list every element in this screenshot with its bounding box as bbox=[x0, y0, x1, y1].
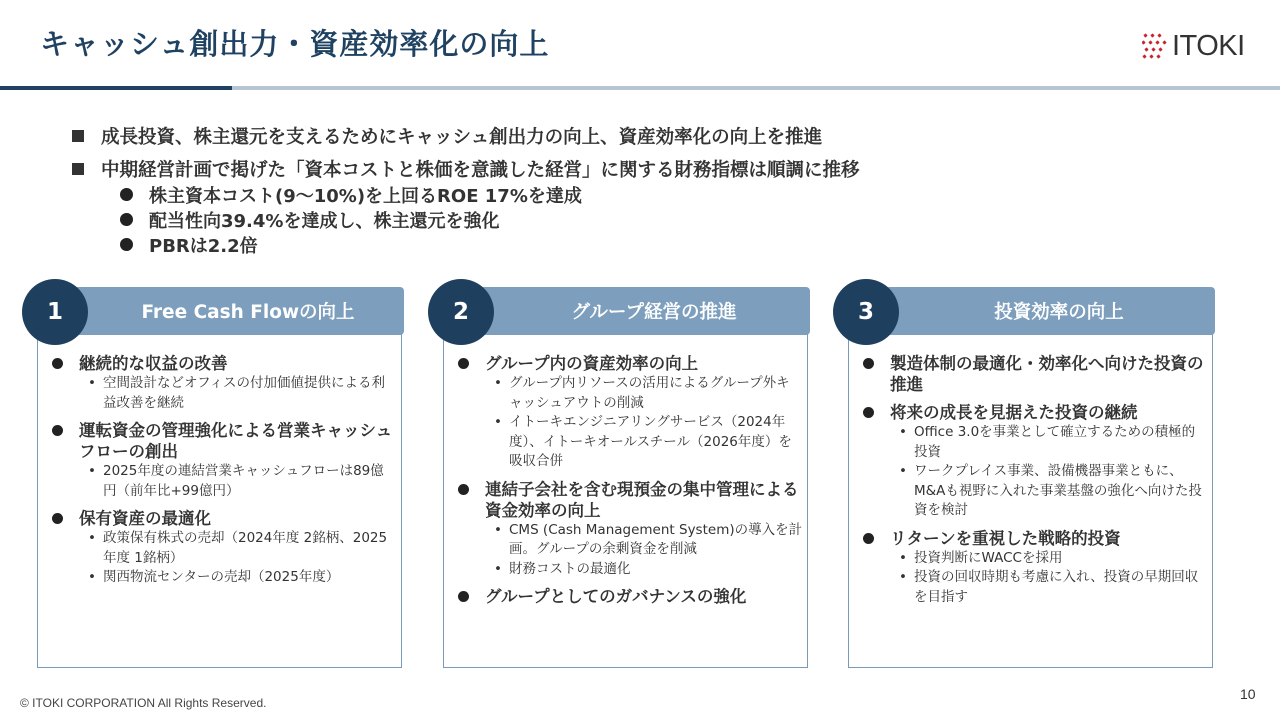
card-free-cash-flow bbox=[22, 286, 404, 672]
circle-bullet-icon bbox=[458, 591, 469, 602]
circle-bullet-icon bbox=[52, 358, 63, 369]
card-item: グループとしてのガバナンスの強化 bbox=[458, 586, 803, 607]
card-item: 連結子会社を含む現預金の集中管理による資金効率の向上 bbox=[458, 479, 803, 521]
circle-bullet-icon bbox=[120, 213, 133, 226]
card-sub-item: • 政策保有株式の売却（2024年度 2銘柄、2025年度 1銘柄） bbox=[88, 530, 388, 566]
card-number-badge: 3 bbox=[833, 279, 899, 345]
logo-text: ITOKI bbox=[1172, 29, 1245, 62]
card-investment-efficiency bbox=[833, 286, 1215, 672]
circle-bullet-icon bbox=[863, 533, 874, 544]
card-sub-item: • イトーキエンジニアリングサービス（2024年度）、イトーキオールスチール（2026年度）を吸収合併 bbox=[494, 414, 792, 469]
card-sub-item: • ワークプレイス事業、設備機器事業ともに、M&Aも視野に入れた事業基盤の強化へ向けた投資を検討 bbox=[899, 463, 1202, 518]
card-sub-item: • 2025年度の連結営業キャッシュフローは89億円（前年比+99億円） bbox=[88, 463, 384, 499]
summary-sub-bullet: 配当性向39.4%を達成し、株主還元を強化 bbox=[120, 207, 1222, 232]
itoki-logo bbox=[1142, 30, 1245, 62]
card-number-badge: 2 bbox=[428, 279, 494, 345]
card-body bbox=[863, 353, 1208, 607]
card-sub-item: • CMS (Cash Management System)の導入を計画。グループの余剰資金を削減 bbox=[494, 521, 803, 557]
circle-bullet-icon bbox=[120, 188, 133, 201]
circle-bullet-icon bbox=[458, 358, 469, 369]
summary-bullet: 中期経営計画で掲げた「資本コストと株価を意識した経営」に関する財務指標は順調に推移 bbox=[72, 155, 1222, 182]
circle-bullet-icon bbox=[120, 238, 133, 251]
card-header: 投資効率の向上 bbox=[873, 287, 1215, 335]
card-item: 保有資産の最適化 bbox=[52, 508, 397, 529]
card-sub-item: • 投資の回収時期も考慮に入れ、投資の早期回収を目指す bbox=[899, 569, 1199, 605]
card-item: 継続的な収益の改善 bbox=[52, 353, 397, 374]
circle-bullet-icon bbox=[52, 425, 63, 436]
card-body bbox=[458, 353, 803, 607]
circle-bullet-icon bbox=[863, 407, 874, 418]
card-sub-item: • 投資判断にWACCを採用 bbox=[899, 549, 1063, 566]
title-rule-light bbox=[232, 86, 1280, 90]
square-bullet-icon bbox=[72, 130, 84, 142]
page-title: キャッシュ創出力・資産効率化の向上 bbox=[40, 27, 550, 61]
card-item: グループ内の資産効率の向上 bbox=[458, 353, 803, 374]
card-header: グループ経営の推進 bbox=[468, 287, 810, 335]
page-number: 10 bbox=[1240, 686, 1256, 702]
summary-sub-bullet: 株主資本コスト(9～10%)を上回るROE 17%を達成 bbox=[120, 182, 1222, 207]
card-sub-item: • 空間設計などオフィスの付加価値提供による利益改善を継続 bbox=[88, 375, 386, 411]
itoki-logo-mark-icon bbox=[1142, 33, 1168, 59]
circle-bullet-icon bbox=[863, 358, 874, 369]
card-sub-item: • Office 3.0を事業として確立するための積極的投資 bbox=[899, 424, 1196, 460]
card-item: 運転資金の管理強化による営業キャッシュフローの創出 bbox=[52, 420, 397, 462]
card-item: 製造体制の最適化・効率化へ向けた投資の推進 bbox=[863, 353, 1208, 395]
card-body bbox=[52, 353, 397, 588]
card-number-badge: 1 bbox=[22, 279, 88, 345]
summary-bullet: 成長投資、株主還元を支えるためにキャッシュ創出力の向上、資産効率化の向上を推進 bbox=[72, 122, 1222, 149]
summary-sub-bullet: PBRは2.2倍 bbox=[120, 232, 1222, 257]
card-item: 将来の成長を見据えた投資の継続 bbox=[863, 402, 1208, 423]
square-bullet-icon bbox=[72, 163, 84, 175]
card-sub-item: • 財務コストの最適化 bbox=[494, 560, 631, 577]
card-sub-item: • 関西物流センターの売却（2025年度） bbox=[88, 569, 340, 585]
title-rule-dark bbox=[0, 86, 232, 90]
copyright-footer: © ITOKI CORPORATION All Rights Reserved. bbox=[20, 696, 267, 710]
card-sub-item: • グループ内リソースの活用によるグループ外キャッシュアウトの削減 bbox=[494, 375, 790, 411]
summary-bullets bbox=[72, 122, 1222, 257]
circle-bullet-icon bbox=[458, 484, 469, 495]
card-group-management bbox=[428, 286, 810, 672]
card-item: リターンを重視した戦略的投資 bbox=[863, 528, 1208, 549]
circle-bullet-icon bbox=[52, 513, 63, 524]
card-header: Free Cash Flowの向上 bbox=[62, 287, 404, 335]
